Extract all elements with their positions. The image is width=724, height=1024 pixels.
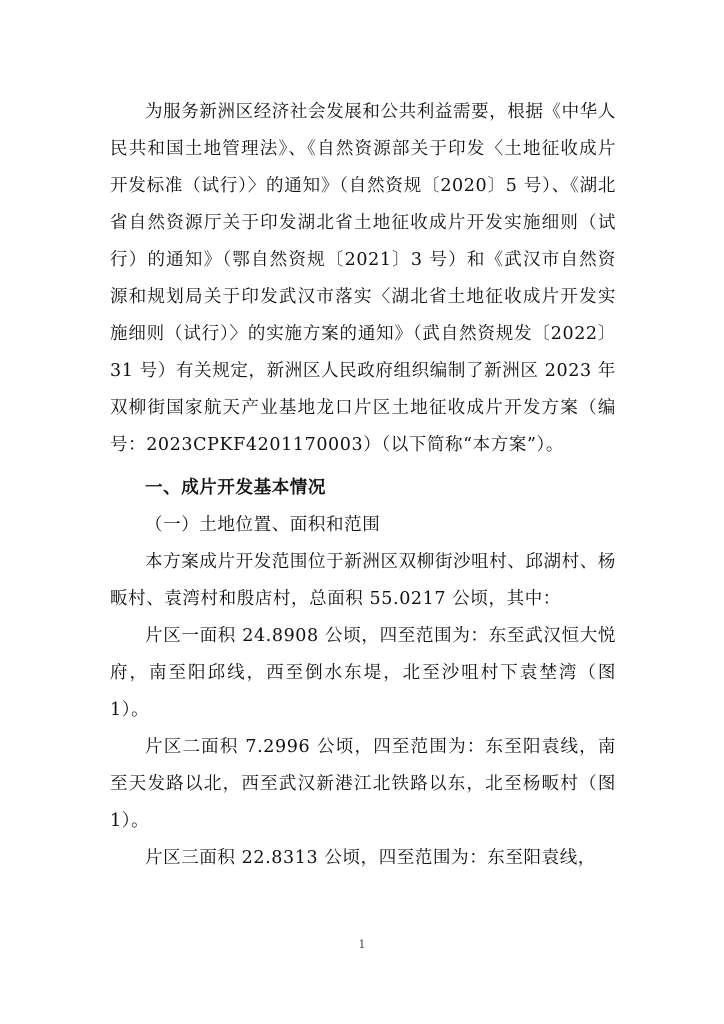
zone2-paragraph: 片区二面积 7.2996 公顷，四至范围为：东至阳袁线，南至天发路以北，西至武汉新港江北铁路以东，北至杨畈村（图1）。 xyxy=(110,737,616,831)
page-number: 1 xyxy=(358,938,366,951)
zone1-paragraph: 片区一面积 24.8908 公顷，四至范围为：东至武汉恒大悦府，南至阳邱线，西至倒水东堤，北至沙咀村下袁埜湾（图1）。 xyxy=(110,626,616,720)
section-heading: 一、成片开发基本情况 xyxy=(145,478,326,498)
location-paragraph: 本方案成片开发范围位于新洲区双柳街沙咀村、邱湖村、杨畈村、袁湾村和殷店村，总面积 55.0217 公顷，其中： xyxy=(110,552,616,609)
subsection-heading: （一）土地位置、面积和范围 xyxy=(145,515,381,535)
zone3-paragraph: 片区三面积 22.8313 公顷，四至范围为：东至阳袁线， xyxy=(145,848,596,868)
intro-paragraph: 为服务新洲区经济社会发展和公共利益需要，根据《中华人民共和国土地管理法》、《自然资源部关于印发〈土地征收成片开发标准（试行）〉的通知》（自然资规〔2020〕5 号）、《湖北省自然资源厅关于印发湖北省土地征收成片开发实施细则（试行）的通知》（鄂自然资规〔2021〕3 号）和《武汉市自然资源和规划局关于印发武汉市落实〈湖北省土地征收成片开发实施细则（试行）〉的实施方案的通知》（武自然资规发〔2022〕31 号）有关规定，新洲区人民政府组织编制了新洲区 2023 年双柳街国家航天产业基地龙口片区土地征收成片开发方案（编号：2023CPKF4201170003）（以下简称“本方案”）。 xyxy=(110,102,616,455)
